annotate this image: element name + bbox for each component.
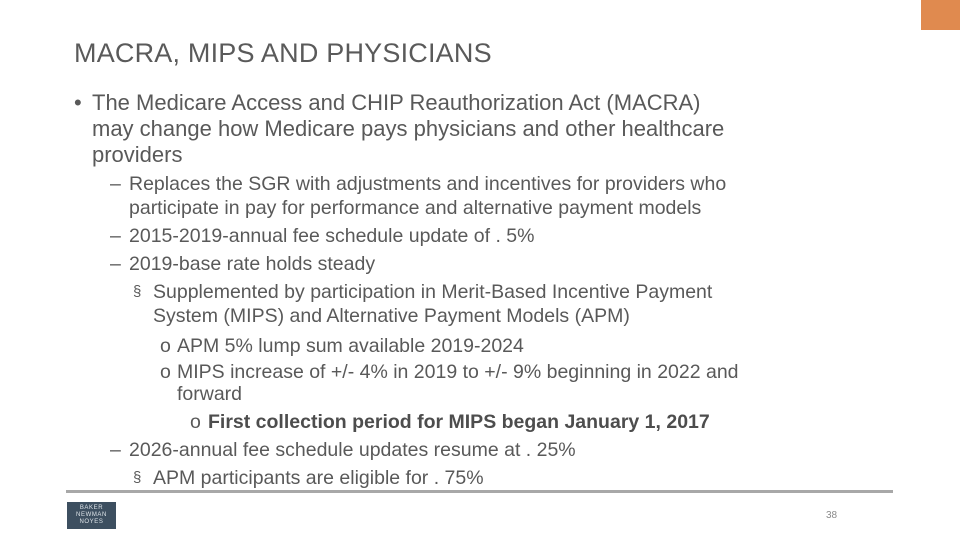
body-line: The Medicare Access and CHIP Reauthorization Act (MACRA) <box>92 90 701 115</box>
body-line: 2026-annual fee schedule updates resume at . 25% <box>129 439 576 461</box>
body-line: participate in pay for performance and alternative payment models <box>129 197 702 219</box>
page-number: 38 <box>826 510 838 521</box>
dash-marker: – <box>110 173 121 195</box>
body-line: System (MIPS) and Alternative Payment Models (APM) <box>153 305 630 327</box>
body-line: 2019-base rate holds steady <box>129 253 376 275</box>
body-line: may change how Medicare pays physicians and other healthcare <box>92 116 725 141</box>
dash-marker: – <box>110 439 121 461</box>
circle-marker: o <box>160 335 171 357</box>
body-line: APM participants are eligible for . 75% <box>153 467 484 489</box>
body-line: APM 5% lump sum available 2019-2024 <box>177 335 524 357</box>
logo-line: BAKER <box>79 505 104 511</box>
circle-marker: o <box>160 361 171 383</box>
square-marker: § <box>133 283 142 300</box>
footer-divider <box>66 490 893 493</box>
dash-marker: – <box>110 253 121 275</box>
logo-line: NOYES <box>79 519 104 525</box>
body-line: Replaces the SGR with adjustments and incentives for providers who <box>129 173 727 195</box>
body-line: providers <box>92 142 183 167</box>
logo-line: NEWMAN <box>76 512 107 518</box>
body-line: Supplemented by participation in Merit-Based Incentive Payment <box>153 281 713 303</box>
body-line: First collection period for MIPS began January 1, 2017 <box>208 411 710 433</box>
body-line: MIPS increase of +/- 4% in 2019 to +/- 9% beginning in 2022 and <box>177 361 739 383</box>
dash-marker: – <box>110 225 121 247</box>
body-line: forward <box>177 383 243 405</box>
square-marker: § <box>133 469 142 486</box>
bullet-marker: • <box>74 90 82 115</box>
body-line: 2015-2019-annual fee schedule update of . 5% <box>129 225 535 247</box>
circle-marker: o <box>190 411 201 433</box>
company-logo <box>67 502 116 529</box>
slide-title: MACRA, MIPS AND PHYSICIANS <box>74 38 492 68</box>
